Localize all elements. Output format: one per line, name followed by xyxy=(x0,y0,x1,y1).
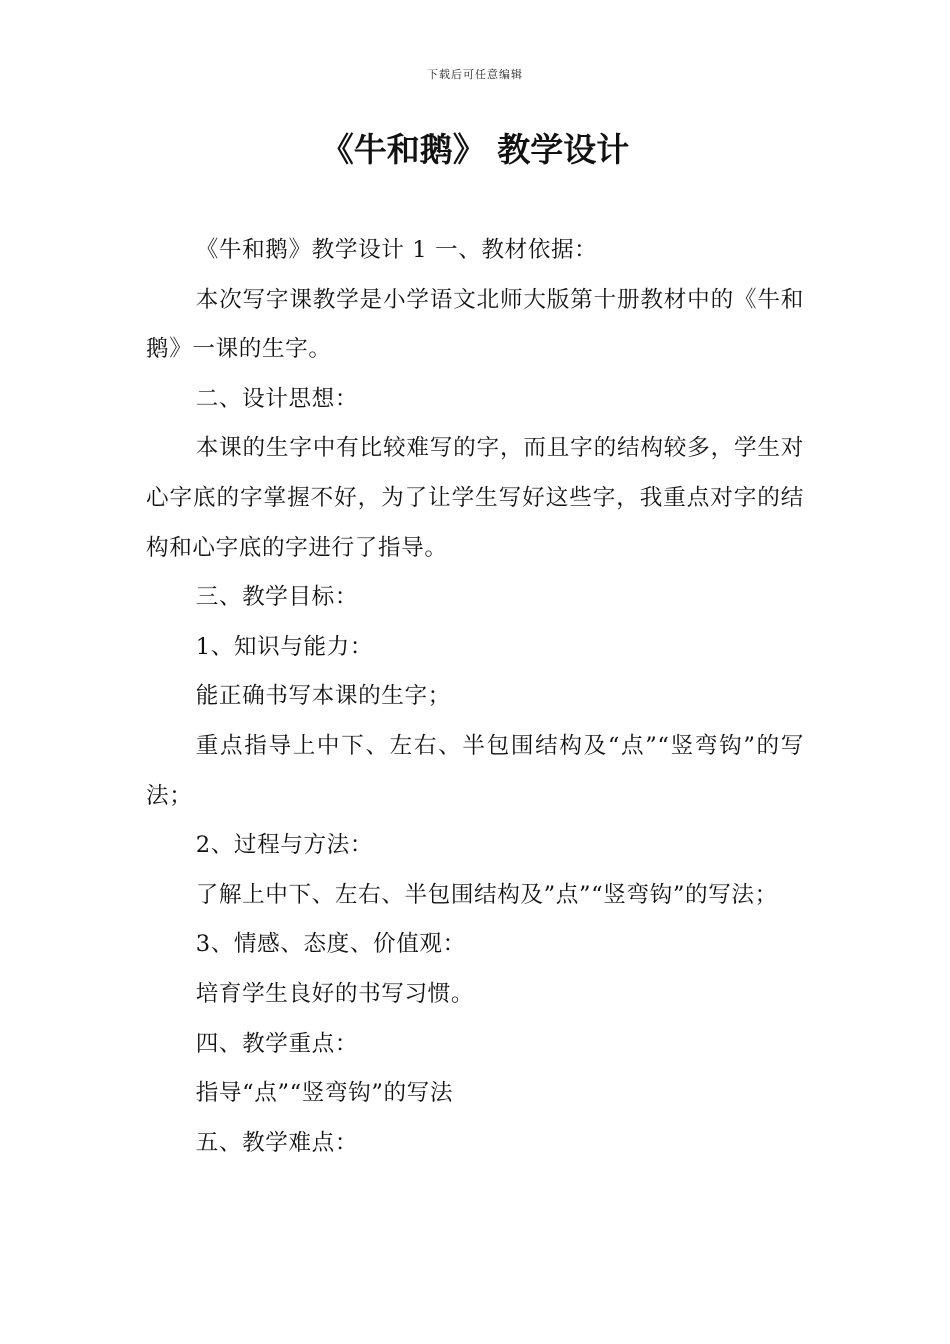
paragraph: 四、教学重点： xyxy=(195,1030,359,1057)
paragraph: 培育学生良好的书写习惯。 xyxy=(195,980,475,1007)
paragraph: 二、设计思想： xyxy=(195,385,359,412)
paragraph: 本次写字课教学是小学语文北师大版第十册教材中的《牛和鹅》一课的生字。 xyxy=(146,286,804,363)
paragraph: 了解上中下、左右、半包围结构及”点”“竖弯钩”的写法； xyxy=(195,881,778,908)
page-header-note: 下载后可任意编辑 xyxy=(427,68,523,81)
paragraph: 指导“点”“竖弯钩”的写法 xyxy=(195,1080,454,1107)
paragraph: 能正确书写本课的生字； xyxy=(195,683,451,710)
paragraph: 三、教学目标： xyxy=(195,584,359,611)
paragraph: 2、过程与方法： xyxy=(195,832,374,859)
paragraph: 本课的生字中有比较难写的字，而且字的结构较多，学生对心字底的字掌握不好，为了让学生写好这些字，我重点对字的结构和心字底的字进行了指导。 xyxy=(146,435,804,561)
paragraph: 《牛和鹅》教学设计 1 一、教材依据： xyxy=(195,237,598,263)
paragraph: 重点指导上中下、左右、半包围结构及“点”“竖弯钩”的写法； xyxy=(146,732,804,809)
paragraph: 1、知识与能力： xyxy=(195,633,374,660)
document-title: 《牛和鹅》 教学设计 xyxy=(320,130,630,169)
paragraph: 五、教学难点： xyxy=(195,1129,359,1156)
document-body xyxy=(146,226,804,1168)
paragraph: 3、情感、态度、价值观： xyxy=(195,931,466,958)
